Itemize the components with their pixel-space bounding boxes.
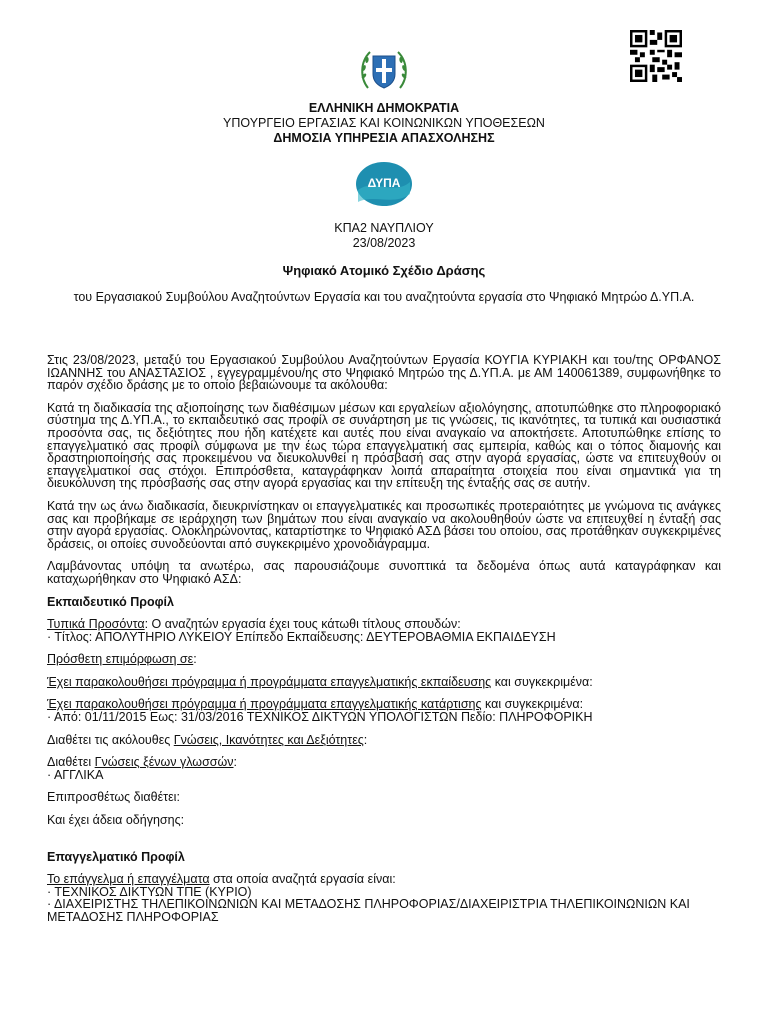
vocational-education xyxy=(47,676,721,689)
driving-license-line: Και έχει άδεια οδήγησης: xyxy=(47,813,185,828)
typical-qualifications xyxy=(47,618,721,643)
professional-heading: Επαγγελματικό Προφίλ xyxy=(47,849,185,864)
qr-code-icon xyxy=(630,30,682,82)
assessment-paragraph: Κατά τη διαδικασία της αξιοποίησης των διαθέσιμων μέσων και εργαλείων αξιολόγησης, αποτυπώθηκε στο πληροφοριακό σύστημα της Δ.ΥΠ.Α., το εκπαιδευτικό σας προφίλ σε συνάρτηση με τις γνώσεις, τις ικανότητες, τα τυπικά και ουσιαστικά προσόντα σας, τις δεξιότητες που ήδη κατέχετε και αυτές που είναι αναγκαίο να αποκτήσετε. Αποτυπώθηκε επίσης το επαγγελματικό σας προφίλ σύμφωνα με την έως τώρα επαγγελματική σας εμπειρία, καθώς και ο τόπος διαμονής και δραστηριοποίησής σας προκειμένου να διευκολυνθεί η πρόσβασή σας στην αγορά εργασίας, ώστε να επιτευχθούν οι επαγγελματικοί σας στόχοι. Επιπρόσθετα, καταγράφηκαν λοιπά απαραίτητα στοιχεία που είναι σημαντικά για τη διευκόλυνση της πρόσβασής σας στην αγορά εργασίας και την επίτευξη της ένταξής σας σε αυτήν. xyxy=(47,400,721,491)
typical-qualifications-label: Τυπικά Προσόντα xyxy=(47,617,145,632)
vocational-education-text: και συγκεκριμένα: xyxy=(491,674,593,689)
document-title: Ψηφιακό Ατομικό Σχέδιο Δράσης xyxy=(282,263,486,278)
languages-colon: : xyxy=(233,755,237,770)
professions xyxy=(47,873,721,923)
intro-paragraph: Στις 23/08/2023, μεταξύ του Εργασιακού Συμβούλου Αναζητούντων Εργασία ΚΟΥΓΙΑ ΚΥΡΙΑΚΗ και του/της ΟΡΦΑΝΟΣ ΙΩΑΝΝΗΣ του ΑΝΑΣΤΑΣΙΟΣ , εγγεγραμμένου/ης στο Ψηφιακό Μητρώο της Δ.ΥΠ.Α. με ΑΜ 140061389, συμφωνήθηκε το παρόν σχέδιο δράσης με το οποίο βεβαιώνουμε τα ακόλουθα: xyxy=(47,353,721,393)
extra-training-colon: : xyxy=(193,652,197,667)
professions-label: Το επάγγελμα ή επαγγέλματα xyxy=(47,872,210,887)
vocational-training xyxy=(47,698,721,723)
extra-training-label: Πρόσθετη επιμόρφωση σε xyxy=(47,652,194,667)
languages xyxy=(47,756,721,781)
vocational-education-label: Έχει παρακολουθήσει πρόγραμμα ή προγράμματα επαγγελματικής εκπαίδευσης xyxy=(47,674,492,689)
languages-prefix: Διαθέτει xyxy=(47,755,95,770)
degree-item: · Τίτλος: ΑΠΟΛΥΤΗΡΙΟ ΛΥΚΕΙΟΥ Επίπεδο Εκπαίδευσης: ΔΕΥΤΕΡΟΒΑΘΜΙΑ ΕΚΠΑΙΔΕΥΣΗ xyxy=(47,629,556,644)
language-item: · ΑΓΓΛΙΚΑ xyxy=(47,767,104,782)
education-heading: Εκπαιδευτικό Προφίλ xyxy=(47,594,174,609)
professions-text: στα οποία αναζητά εργασία είναι: xyxy=(209,872,396,887)
profession-item-1: · ΤΕΧΝΙΚΟΣ ΔΙΚΤΥΩΝ ΤΠΕ (ΚΥΡΙΟ) xyxy=(47,884,252,899)
republic-heading: ΕΛΛΗΝΙΚΗ ΔΗΜΟΚΡΑΤΙΑ xyxy=(308,101,460,115)
priorities-paragraph: Κατά την ως άνω διαδικασία, διευκρινίστηκαν οι επαγγελματικές και προσωπικές προτεραιότητες με γνώμονα τις ανάγκες σας και προβήκαμε σε ιεράρχηση των βημάτων που είναι αναγκαίο να ακολουθηθούν ώστε να επιτευχθεί η ένταξή σας στην αγορά εργασίας. Ολοκληρώνοντας, καταρτίστηκε το Ψηφιακό ΑΣΔ βάσει του οποίου, σας προτάθηκαν συγκεκριμένες δράσεις, οι οποίες συνοδεύονται από συγκεκριμένο χρονοδιάγραμμα. xyxy=(47,498,721,551)
skills-prefix: Διαθέτει τις ακόλουθες xyxy=(47,732,174,747)
document-body xyxy=(47,354,721,934)
vocational-training-label: Έχει παρακολουθήσει πρόγραμμα ή προγράμματα επαγγελματικής κατάρτισης xyxy=(47,697,482,712)
document-date: 23/08/2023 xyxy=(352,236,416,250)
office-block xyxy=(0,221,768,251)
typical-qualifications-text: : Ο αναζητών εργασία έχει τους κάτωθι τίτλους σπουδών: xyxy=(144,617,461,632)
profession-item-2: · ΔΙΑΧΕΙΡΙΣΤΗΣ ΤΗΛΕΠΙΚΟΙΝΩΝΙΩΝ ΚΑΙ ΜΕΤΑΔΟΣΗΣ ΠΛΗΡΟΦΟΡΙΑΣ/ΔΙΑΧΕΙΡΙΣΤΡΙΑ ΤΗΛΕΠΙΚΟΙΝΩΝΙΩΝ ΚΑΙ ΜΕΤΑΔΟΣΗΣ ΠΛΗΡΟΦΟΡΙΑΣ xyxy=(47,897,690,924)
office-name: ΚΠΑ2 ΝΑΥΠΛΙΟΥ xyxy=(334,221,434,235)
languages-label: Γνώσεις ξένων γλωσσών xyxy=(94,755,234,770)
dypa-logo-text: ΔΥΠΑ xyxy=(367,176,401,190)
vocational-training-text: και συγκεκριμένα: xyxy=(481,697,584,712)
service-heading: ΔΗΜΟΣΙΑ ΥΠΗΡΕΣΙΑ ΑΠΑΣΧΟΛΗΣΗΣ xyxy=(273,131,495,145)
greek-coat-of-arms-icon xyxy=(356,44,412,100)
dypa-logo xyxy=(354,160,414,208)
training-item: · Από: 01/11/2015 Εως: 31/03/2016 ΤΕΧΝΙΚΟΣ ΔΙΚΤΥΩΝ ΥΠΟΛΟΓΙΣΤΩΝ Πεδίο: ΠΛΗΡΟΦΟΡΙΚΗ xyxy=(47,710,593,725)
additional-line: Επιπροσθέτως διαθέτει: xyxy=(47,790,180,805)
extra-training xyxy=(47,653,721,666)
skills-line xyxy=(47,734,721,747)
skills-colon: : xyxy=(363,732,368,747)
ministry-heading: ΥΠΟΥΡΓΕΙΟ ΕΡΓΑΣΙΑΣ ΚΑΙ ΚΟΙΝΩΝΙΚΩΝ ΥΠΟΘΕΣΕΩΝ xyxy=(223,116,545,130)
skills-label: Γνώσεις, Ικανότητες και Δεξιότητες xyxy=(173,732,364,747)
document-subtitle: του Εργασιακού Συμβούλου Αναζητούντων Εργασία και του αναζητούντα εργασία στο Ψηφιακό Μητρώο Δ.ΥΠ.Α. xyxy=(73,290,695,304)
summary-paragraph: Λαμβάνοντας υπόψη τα ανωτέρω, σας παρουσιάζουμε συνοπτικά τα δεδομένα όπως αυτά καταγράφηκαν και καταχωρήθηκαν στο Ψηφιακό ΑΣΔ: xyxy=(47,559,721,586)
